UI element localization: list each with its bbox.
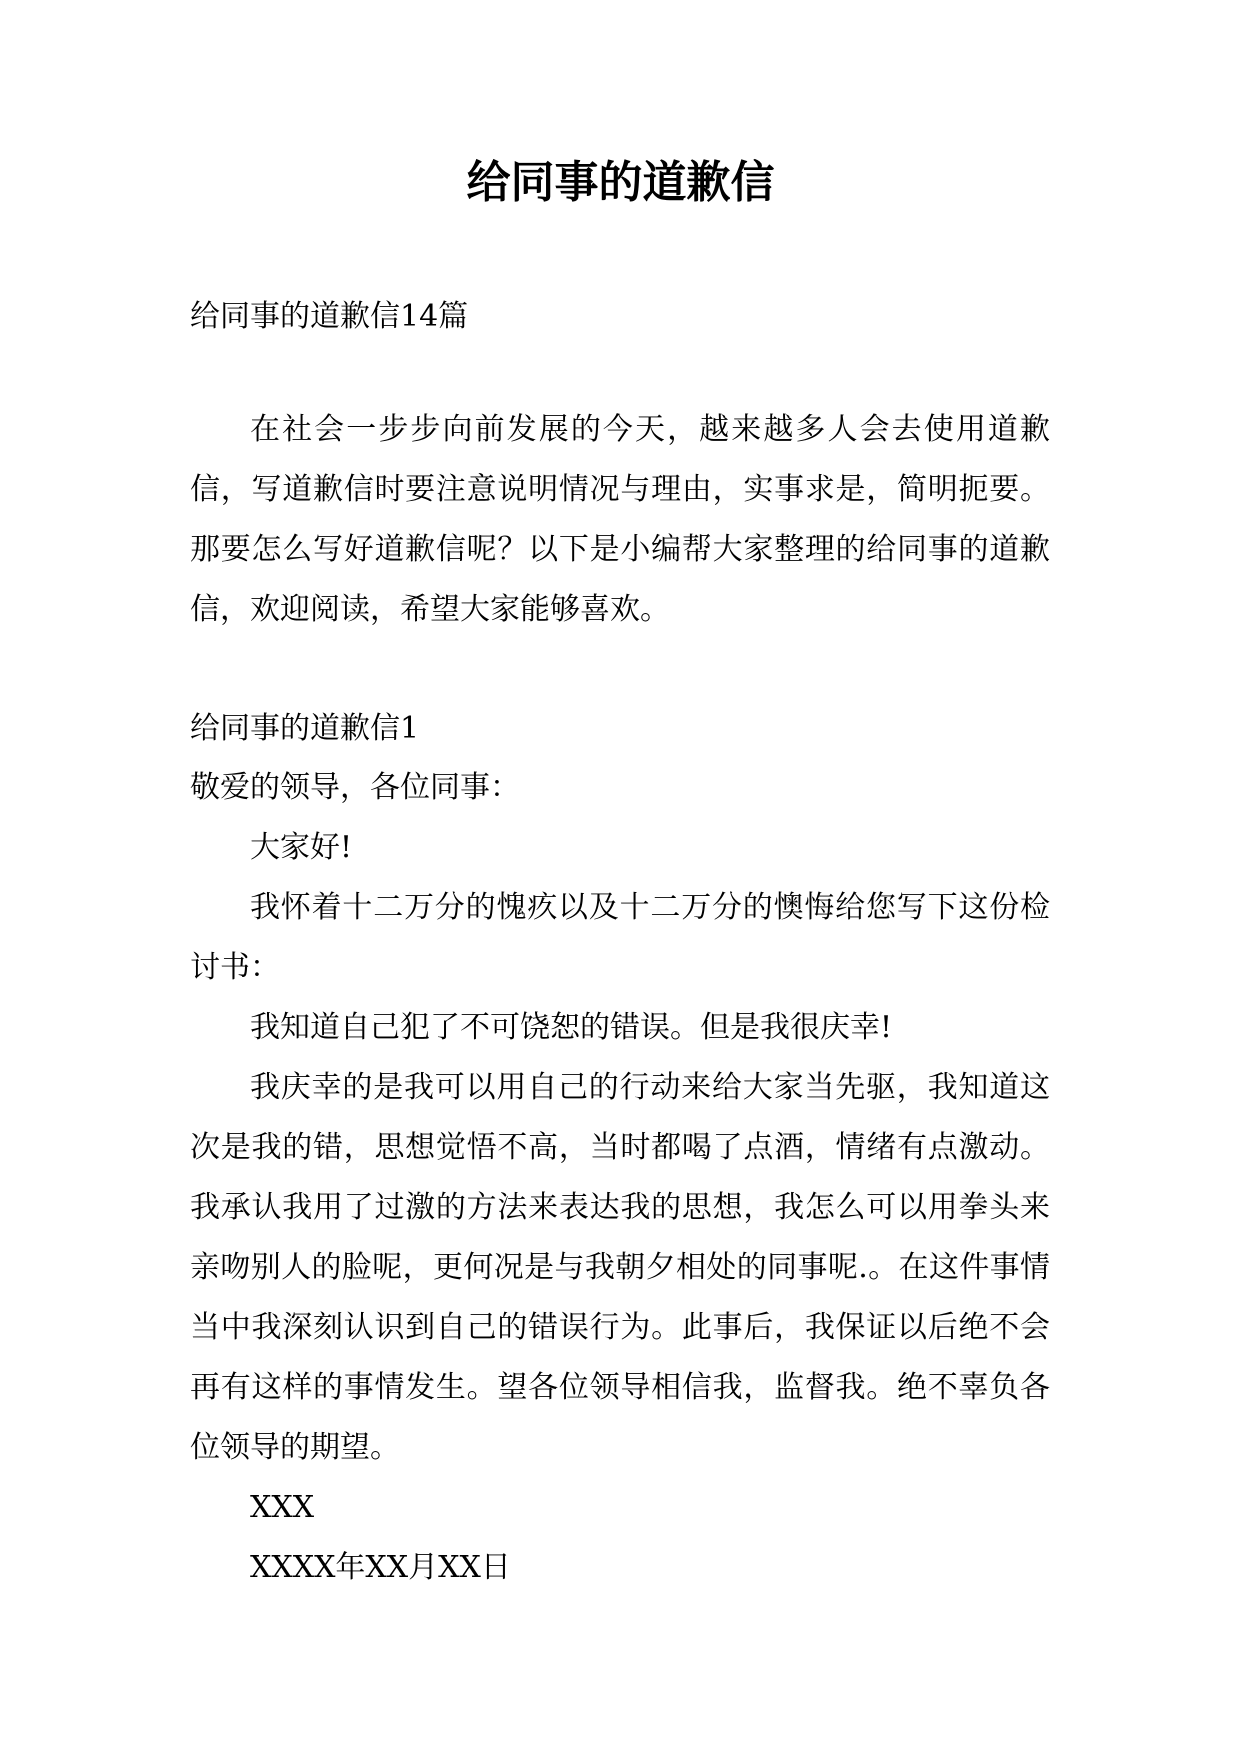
- letter-greeting: 大家好!: [250, 830, 353, 865]
- letter-heading: 给同事的道歉信1: [190, 711, 420, 746]
- letter-paragraph-2: 我知道自己犯了不可饶恕的错误。但是我很庆幸!: [250, 1010, 893, 1045]
- letter-paragraph-1: 我怀着十二万分的愧疚以及十二万分的懊悔给您写下这份检讨书：: [190, 890, 1050, 985]
- intro-paragraph: 在社会一步步向前发展的今天，越来越多人会去使用道歉信，写道歉信时要注意说明情况与理由，实事求是，简明扼要。那要怎么写好道歉信呢？以下是小编帮大家整理的给同事的道歉信，欢迎阅读，希望大家能够喜欢。: [190, 412, 1050, 627]
- document-title: 给同事的道歉信: [466, 157, 775, 208]
- letter-1: [190, 700, 1050, 1598]
- letter-signature: XXX: [250, 1490, 315, 1525]
- document-subtitle: 给同事的道歉信14篇: [190, 299, 469, 334]
- letter-date: XXXX年XX月XX日: [250, 1550, 511, 1585]
- letter-salutation: 敬爱的领导，各位同事：: [190, 770, 520, 805]
- letter-paragraph-3: 我庆幸的是我可以用自己的行动来给大家当先驱，我知道这次是我的错，思想觉悟不高，当时都喝了点酒，情绪有点激动。我承认我用了过激的方法来表达我的思想，我怎么可以用拳头来亲吻别人的脸呢，更何况是与我朝夕相处的同事呢.。在这件事情当中我深刻认识到自己的错误行为。此事后，我保证以后绝不会再有这样的事情发生。望各位领导相信我，监督我。绝不辜负各位领导的期望。: [190, 1070, 1050, 1465]
